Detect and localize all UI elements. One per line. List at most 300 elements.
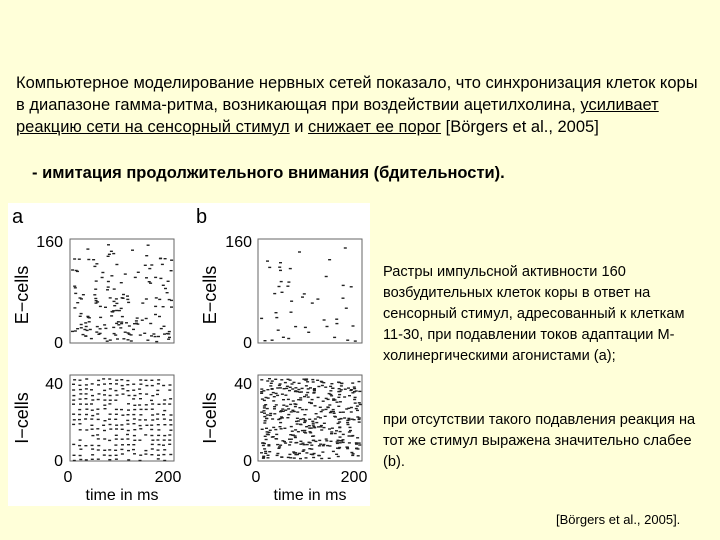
spike	[284, 442, 287, 443]
spike	[170, 270, 173, 271]
i-tick-top-b: 40	[234, 376, 252, 393]
spike	[94, 298, 97, 299]
spike	[299, 419, 302, 420]
spike	[121, 388, 124, 389]
spike	[301, 409, 304, 410]
spike	[271, 380, 274, 381]
spike	[325, 398, 328, 399]
spike	[114, 419, 117, 420]
spike	[282, 337, 285, 338]
spike	[145, 404, 148, 405]
spike	[289, 434, 292, 435]
spike	[85, 404, 88, 405]
spike	[284, 395, 287, 396]
spike	[91, 445, 94, 446]
spike	[271, 436, 274, 437]
spike	[82, 294, 85, 295]
spike	[169, 419, 172, 420]
spike	[264, 436, 267, 437]
spike	[155, 341, 158, 342]
spike	[149, 323, 152, 324]
spike	[305, 426, 308, 427]
spike	[331, 388, 334, 389]
spike	[347, 424, 350, 425]
spike	[298, 383, 301, 384]
spike	[325, 440, 328, 441]
i-raster-frame-a	[70, 375, 174, 461]
spike	[154, 314, 157, 315]
spike	[163, 326, 166, 327]
spike	[139, 425, 142, 426]
spike	[159, 258, 162, 259]
spike	[273, 406, 276, 407]
spike	[288, 444, 291, 445]
spike	[162, 454, 165, 455]
spike	[268, 378, 271, 379]
spike	[289, 457, 292, 458]
spike	[150, 425, 153, 426]
spike	[90, 403, 93, 404]
spike	[350, 452, 353, 453]
spike	[280, 457, 283, 458]
spike	[309, 432, 312, 433]
spike	[108, 378, 111, 379]
spike	[152, 333, 155, 334]
spike	[111, 311, 114, 312]
spike	[127, 332, 130, 333]
spike	[127, 423, 130, 424]
spike	[337, 423, 340, 424]
spike	[263, 422, 266, 423]
spike	[345, 408, 348, 409]
spike	[350, 411, 353, 412]
spike	[104, 408, 107, 409]
spike	[273, 293, 276, 294]
spike	[268, 451, 271, 452]
spike	[95, 302, 98, 303]
spike	[79, 429, 82, 430]
spike	[303, 444, 306, 445]
spike	[283, 428, 286, 429]
spike	[114, 444, 117, 445]
spike	[329, 394, 332, 395]
spike	[281, 408, 284, 409]
spike	[298, 392, 301, 393]
spike	[309, 442, 312, 443]
spike	[287, 408, 290, 409]
spike	[272, 427, 275, 428]
spike	[349, 430, 352, 431]
spike	[286, 417, 289, 418]
spike	[332, 409, 335, 410]
spike	[143, 333, 146, 334]
spike	[280, 428, 283, 429]
spike	[287, 338, 290, 339]
spike	[335, 319, 338, 320]
spike	[103, 324, 106, 325]
spike	[97, 419, 100, 420]
spike	[169, 424, 172, 425]
spike	[269, 385, 272, 386]
spike	[168, 444, 171, 445]
spike	[260, 388, 263, 389]
spike	[285, 406, 288, 407]
spike	[353, 399, 356, 400]
spike	[261, 398, 264, 399]
spike	[299, 458, 302, 459]
spike	[104, 307, 107, 308]
spike	[276, 387, 279, 388]
spike	[156, 413, 159, 414]
spike	[110, 275, 113, 276]
spike	[109, 424, 112, 425]
spike	[132, 398, 135, 399]
spike	[328, 404, 331, 405]
spike	[348, 431, 351, 432]
spike	[106, 289, 109, 290]
spike	[305, 457, 308, 458]
spike	[290, 312, 293, 313]
spike	[305, 385, 308, 386]
spike	[127, 302, 130, 303]
spike	[348, 435, 351, 436]
spike	[90, 418, 93, 419]
spike	[275, 393, 278, 394]
spike	[157, 435, 160, 436]
e-raster-spikes-b	[260, 247, 357, 341]
spike	[109, 339, 112, 340]
spike	[344, 389, 347, 390]
spike	[279, 426, 282, 427]
spike	[311, 421, 314, 422]
spike	[328, 259, 331, 260]
spike	[86, 248, 89, 249]
spike	[92, 259, 95, 260]
spike	[271, 418, 274, 419]
spike	[113, 301, 116, 302]
spike	[99, 317, 102, 318]
spike	[313, 389, 316, 390]
spike	[338, 426, 341, 427]
spike	[354, 397, 357, 398]
spike	[334, 416, 337, 417]
spike	[272, 392, 275, 393]
spike	[99, 333, 102, 334]
spike	[96, 301, 99, 302]
spike	[325, 276, 328, 277]
spike	[336, 443, 339, 444]
spike	[321, 381, 324, 382]
spike	[139, 398, 142, 399]
spike	[340, 385, 343, 386]
spike	[266, 380, 269, 381]
spike	[96, 413, 99, 414]
spike	[115, 409, 118, 410]
spike	[289, 379, 292, 380]
spike	[90, 389, 93, 390]
spike	[115, 455, 118, 456]
spike	[168, 434, 171, 435]
spike	[358, 442, 361, 443]
spike	[295, 421, 298, 422]
spike	[103, 438, 106, 439]
spike	[93, 294, 96, 295]
spike	[275, 438, 278, 439]
spike	[138, 404, 141, 405]
spike	[89, 329, 92, 330]
spike	[121, 385, 124, 386]
spike	[302, 443, 305, 444]
spike	[260, 412, 263, 413]
spike	[157, 336, 160, 337]
spike	[266, 414, 269, 415]
spike	[291, 388, 294, 389]
spike	[319, 426, 322, 427]
spike	[297, 389, 300, 390]
spike	[344, 247, 347, 248]
spike	[163, 399, 166, 400]
spike	[115, 380, 118, 381]
spike	[260, 452, 263, 453]
spike	[263, 413, 266, 414]
spike	[317, 416, 320, 417]
spike	[139, 455, 142, 456]
spike	[305, 394, 308, 395]
spike	[84, 445, 87, 446]
spike	[162, 414, 165, 415]
spike	[80, 324, 83, 325]
spike	[167, 281, 170, 282]
raster-figure	[8, 203, 370, 506]
i-cells-label-a: I−cells	[12, 392, 32, 444]
spike	[99, 328, 102, 329]
spike	[353, 386, 356, 387]
spike	[127, 444, 130, 445]
spike	[103, 383, 106, 384]
spike	[305, 409, 308, 410]
spike	[151, 440, 154, 441]
spike	[334, 399, 337, 400]
spike	[166, 292, 169, 293]
spike	[286, 286, 289, 287]
spike	[168, 439, 171, 440]
spike	[337, 397, 340, 398]
spike	[285, 388, 288, 389]
spike	[308, 425, 311, 426]
spike	[299, 397, 302, 398]
spike	[119, 327, 122, 328]
spike	[148, 281, 151, 282]
spike	[264, 451, 267, 452]
spike	[306, 444, 309, 445]
spike	[279, 387, 282, 388]
spike	[308, 419, 311, 420]
spike	[279, 383, 282, 384]
spike	[120, 379, 123, 380]
spike	[127, 339, 130, 340]
spike	[339, 412, 342, 413]
spike	[151, 403, 154, 404]
spike	[113, 333, 116, 334]
spike	[303, 396, 306, 397]
spike	[139, 384, 142, 385]
spike	[284, 410, 287, 411]
spike	[120, 282, 123, 283]
spike	[281, 394, 284, 395]
spike	[115, 323, 118, 324]
spike	[84, 322, 87, 323]
spike	[358, 381, 361, 382]
spike	[72, 399, 75, 400]
spike	[133, 409, 136, 410]
spike	[71, 331, 74, 332]
spike	[349, 427, 352, 428]
x-tick-end-b: 200	[340, 469, 368, 486]
spike	[162, 385, 165, 386]
spike	[150, 400, 153, 401]
spike	[294, 326, 297, 327]
spike	[170, 260, 173, 261]
spike	[78, 445, 81, 446]
spike	[275, 317, 278, 318]
spike	[293, 411, 296, 412]
spike	[342, 298, 345, 299]
spike	[281, 292, 284, 293]
spike	[282, 405, 285, 406]
spike	[126, 390, 129, 391]
spike	[291, 431, 294, 432]
spike	[264, 453, 267, 454]
spike	[87, 259, 90, 260]
spike	[294, 391, 297, 392]
spike	[121, 415, 124, 416]
spike	[127, 403, 130, 404]
spike	[162, 445, 165, 446]
spike	[290, 411, 293, 412]
spike	[102, 378, 105, 379]
spike	[78, 409, 81, 410]
spike	[275, 404, 278, 405]
spike	[144, 434, 147, 435]
spike	[296, 411, 299, 412]
spike	[103, 454, 106, 455]
spike	[357, 455, 360, 456]
spike	[145, 318, 148, 319]
spike	[126, 299, 129, 300]
intro-underlined-2: снижает ее порог	[308, 118, 442, 136]
spike	[115, 310, 118, 311]
spike	[302, 449, 305, 450]
spike	[95, 280, 98, 281]
spike	[139, 393, 142, 394]
spike	[326, 406, 329, 407]
spike	[157, 449, 160, 450]
spike	[298, 407, 301, 408]
spike	[91, 429, 94, 430]
spike	[73, 286, 76, 287]
spike	[317, 386, 320, 387]
spike	[274, 429, 277, 430]
spike	[358, 402, 361, 403]
spike	[85, 378, 88, 379]
spike	[133, 423, 136, 424]
spike	[116, 394, 119, 395]
spike	[109, 455, 112, 456]
i-tick-top-a: 40	[45, 376, 63, 393]
spike	[278, 385, 281, 386]
spike	[90, 425, 93, 426]
spike	[72, 414, 75, 415]
spike	[139, 379, 142, 380]
spike	[150, 380, 153, 381]
spike	[79, 393, 82, 394]
spike	[351, 435, 354, 436]
spike	[267, 457, 270, 458]
spike	[265, 428, 268, 429]
spike	[145, 385, 148, 386]
spike	[305, 452, 308, 453]
spike	[348, 419, 351, 420]
spike	[150, 335, 153, 336]
spike	[164, 288, 167, 289]
spike	[85, 388, 88, 389]
spike	[73, 460, 76, 461]
spike	[115, 435, 118, 436]
spike	[88, 321, 91, 322]
spike	[279, 270, 282, 271]
spike	[163, 460, 166, 461]
spike	[168, 389, 171, 390]
spike	[144, 453, 147, 454]
spike	[163, 333, 166, 334]
spike	[329, 386, 332, 387]
spike	[291, 410, 294, 411]
spike	[155, 297, 158, 298]
spike	[272, 400, 275, 401]
spike	[107, 256, 110, 257]
spike	[170, 306, 173, 307]
spike	[97, 384, 100, 385]
spike	[301, 296, 304, 297]
spike	[311, 454, 314, 455]
spike	[91, 395, 94, 396]
spike	[88, 317, 91, 318]
spike	[304, 327, 307, 328]
spike	[108, 403, 111, 404]
spike	[326, 326, 329, 327]
spike	[117, 321, 120, 322]
x-tick-start-b: 0	[251, 469, 261, 486]
spike	[269, 415, 272, 416]
spike	[289, 387, 292, 388]
spike	[120, 449, 123, 450]
spike	[348, 442, 351, 443]
spike	[294, 437, 297, 438]
figure-caption-b: при отсутствии такого подавления реакция на тот же стимул выражена значительно слабее (b).	[383, 412, 696, 470]
spike	[315, 413, 318, 414]
spike	[115, 298, 118, 299]
spike	[120, 321, 123, 322]
spike	[157, 455, 160, 456]
spike	[72, 404, 75, 405]
spike	[131, 250, 134, 251]
spike	[110, 315, 113, 316]
spike	[144, 419, 147, 420]
spike	[163, 410, 166, 411]
spike	[329, 390, 332, 391]
spike	[291, 383, 294, 384]
spike	[335, 323, 338, 324]
